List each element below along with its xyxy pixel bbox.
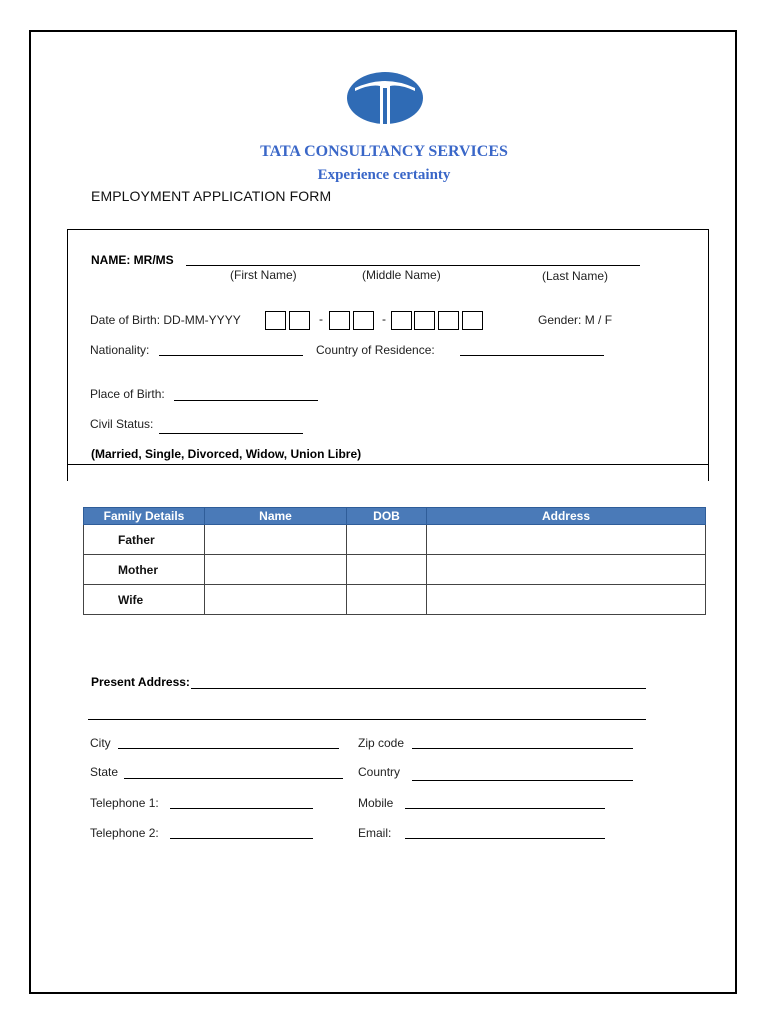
dob-year-box-4[interactable] — [462, 311, 483, 330]
dob-cell[interactable] — [347, 585, 427, 615]
city-field[interactable] — [118, 748, 339, 749]
tata-logo-icon — [346, 70, 424, 126]
table-header-row — [84, 508, 706, 525]
state-label: State — [90, 765, 119, 779]
middle-name-caption: (Middle Name) — [362, 268, 441, 282]
country-residence-label: Country of Residence: — [316, 343, 435, 357]
form-title: EMPLOYMENT APPLICATION FORM — [91, 188, 332, 204]
dob-day-box-1[interactable] — [265, 311, 286, 330]
present-address-label: Present Address: — [91, 675, 190, 689]
email-label: Email: — [358, 826, 392, 840]
first-name-caption: (First Name) — [230, 268, 297, 282]
relation-cell: Wife — [84, 585, 205, 615]
family-details-table — [83, 507, 706, 615]
dob-month-box-2[interactable] — [353, 311, 374, 330]
table-row — [84, 555, 706, 585]
address-cell[interactable] — [427, 525, 706, 555]
address-cell[interactable] — [427, 585, 706, 615]
email-field[interactable] — [405, 838, 605, 839]
civil-status-options: (Married, Single, Divorced, Widow, Union Libre) — [91, 447, 362, 461]
column-header: Address — [427, 508, 706, 525]
nationality-label: Nationality: — [90, 343, 150, 357]
place-of-birth-label: Place of Birth: — [90, 387, 165, 401]
dob-separator: - — [319, 312, 323, 326]
telephone2-label: Telephone 2: — [90, 826, 159, 840]
name-field[interactable] — [186, 265, 640, 266]
name-label: NAME: MR/MS — [91, 253, 174, 267]
name-cell[interactable] — [205, 525, 347, 555]
present-address-field-line-2[interactable] — [88, 719, 646, 720]
dob-cell[interactable] — [347, 525, 427, 555]
present-address-field[interactable] — [191, 688, 646, 689]
dob-day-box-2[interactable] — [289, 311, 310, 330]
table-row — [84, 585, 706, 615]
name-cell[interactable] — [205, 555, 347, 585]
company-tagline: Experience certainty — [317, 167, 451, 183]
country-residence-field[interactable] — [460, 355, 604, 356]
column-header: DOB — [347, 508, 427, 525]
state-field[interactable] — [124, 778, 343, 779]
dob-year-box-1[interactable] — [391, 311, 412, 330]
country-label: Country — [358, 765, 401, 779]
civil-status-label: Civil Status: — [90, 417, 154, 431]
relation-cell: Mother — [84, 555, 205, 585]
address-cell[interactable] — [427, 555, 706, 585]
mobile-field[interactable] — [405, 808, 605, 809]
telephone2-field[interactable] — [170, 838, 313, 839]
telephone1-label: Telephone 1: — [90, 796, 159, 810]
box-divider — [67, 464, 709, 465]
telephone1-field[interactable] — [170, 808, 313, 809]
civil-status-field[interactable] — [159, 433, 303, 434]
mobile-label: Mobile — [358, 796, 394, 810]
dob-month-box-1[interactable] — [329, 311, 350, 330]
dob-cell[interactable] — [347, 555, 427, 585]
table-row — [84, 525, 706, 555]
zip-field[interactable] — [412, 748, 633, 749]
dob-year-box-2[interactable] — [414, 311, 435, 330]
place-of-birth-field[interactable] — [174, 400, 318, 401]
gender-label[interactable]: Gender: M / F — [538, 313, 613, 327]
city-label: City — [90, 736, 111, 750]
country-field[interactable] — [412, 780, 633, 781]
company-name: TATA CONSULTANCY SERVICES — [260, 143, 508, 160]
column-header: Name — [205, 508, 347, 525]
last-name-caption: (Last Name) — [542, 269, 609, 283]
nationality-field[interactable] — [159, 355, 303, 356]
zip-label: Zip code — [358, 736, 405, 750]
dob-separator: - — [382, 312, 386, 326]
dob-year-box-3[interactable] — [438, 311, 459, 330]
dob-label: Date of Birth: DD-MM-YYYY — [90, 313, 241, 327]
relation-cell: Father — [84, 525, 205, 555]
name-cell[interactable] — [205, 585, 347, 615]
column-header: Family Details — [84, 508, 205, 525]
